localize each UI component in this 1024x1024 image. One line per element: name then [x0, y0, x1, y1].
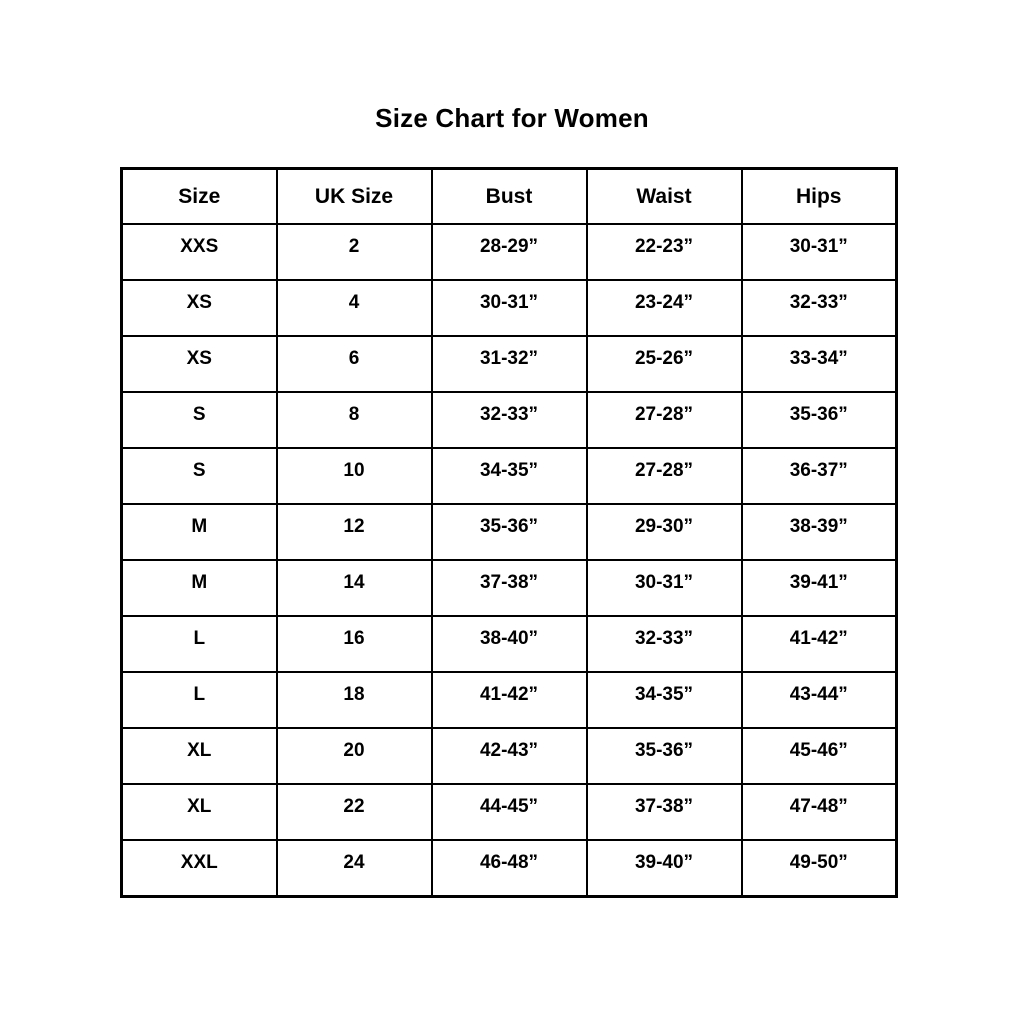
column-header: Size: [122, 169, 277, 225]
table-cell: 25-26”: [587, 336, 742, 392]
table-cell: 43-44”: [742, 672, 897, 728]
page-title: Size Chart for Women: [375, 103, 649, 133]
table-row: [122, 784, 897, 840]
table-cell: 38-39”: [742, 504, 897, 560]
table-cell: 29-30”: [587, 504, 742, 560]
table-cell: 34-35”: [587, 672, 742, 728]
table-cell: 41-42”: [742, 616, 897, 672]
table-row: [122, 224, 897, 280]
table-row: [122, 840, 897, 897]
table-row: [122, 616, 897, 672]
table-cell: S: [122, 392, 277, 448]
table-cell: 16: [277, 616, 432, 672]
table-cell: 10: [277, 448, 432, 504]
table-cell: 32-33”: [742, 280, 897, 336]
table-cell: XS: [122, 280, 277, 336]
table-cell: 36-37”: [742, 448, 897, 504]
table-cell: XXL: [122, 840, 277, 897]
table-cell: 20: [277, 728, 432, 784]
table-cell: XS: [122, 336, 277, 392]
table-cell: M: [122, 504, 277, 560]
table-row: [122, 392, 897, 448]
table-cell: 41-42”: [432, 672, 587, 728]
size-chart-table: [120, 167, 898, 898]
table-cell: 32-33”: [587, 616, 742, 672]
table-cell: 18: [277, 672, 432, 728]
table-row: [122, 560, 897, 616]
table-cell: 39-40”: [587, 840, 742, 897]
table-cell: 14: [277, 560, 432, 616]
table-cell: 32-33”: [432, 392, 587, 448]
table-cell: XL: [122, 728, 277, 784]
table-cell: 22-23”: [587, 224, 742, 280]
table-cell: 45-46”: [742, 728, 897, 784]
table-cell: 27-28”: [587, 392, 742, 448]
table-cell: 39-41”: [742, 560, 897, 616]
table-row: [122, 448, 897, 504]
table-cell: M: [122, 560, 277, 616]
table-cell: L: [122, 616, 277, 672]
table-cell: 24: [277, 840, 432, 897]
table-body: [122, 224, 897, 897]
table-row: [122, 280, 897, 336]
table-cell: 4: [277, 280, 432, 336]
column-header: UK Size: [277, 169, 432, 225]
table-cell: 35-36”: [587, 728, 742, 784]
table-cell: 46-48”: [432, 840, 587, 897]
table-cell: 8: [277, 392, 432, 448]
table-row: [122, 336, 897, 392]
table-cell: 12: [277, 504, 432, 560]
table-cell: 49-50”: [742, 840, 897, 897]
column-header: Waist: [587, 169, 742, 225]
column-header: Hips: [742, 169, 897, 225]
table-cell: L: [122, 672, 277, 728]
table-cell: 37-38”: [587, 784, 742, 840]
table-row: [122, 672, 897, 728]
table-cell: 30-31”: [432, 280, 587, 336]
table-cell: 31-32”: [432, 336, 587, 392]
table-cell: 30-31”: [587, 560, 742, 616]
table-cell: 23-24”: [587, 280, 742, 336]
table-cell: 28-29”: [432, 224, 587, 280]
table-cell: 35-36”: [432, 504, 587, 560]
table-cell: 27-28”: [587, 448, 742, 504]
table-row: [122, 504, 897, 560]
table-cell: 37-38”: [432, 560, 587, 616]
table-cell: 6: [277, 336, 432, 392]
table-cell: 34-35”: [432, 448, 587, 504]
table-cell: 33-34”: [742, 336, 897, 392]
table-cell: 42-43”: [432, 728, 587, 784]
table-cell: 35-36”: [742, 392, 897, 448]
table-cell: 30-31”: [742, 224, 897, 280]
table-row: [122, 728, 897, 784]
table-cell: 2: [277, 224, 432, 280]
table-cell: 38-40”: [432, 616, 587, 672]
table-cell: XXS: [122, 224, 277, 280]
table-cell: S: [122, 448, 277, 504]
table-cell: 44-45”: [432, 784, 587, 840]
column-header: Bust: [432, 169, 587, 225]
header-row: [122, 169, 897, 225]
table-cell: 47-48”: [742, 784, 897, 840]
table-cell: 22: [277, 784, 432, 840]
table-cell: XL: [122, 784, 277, 840]
